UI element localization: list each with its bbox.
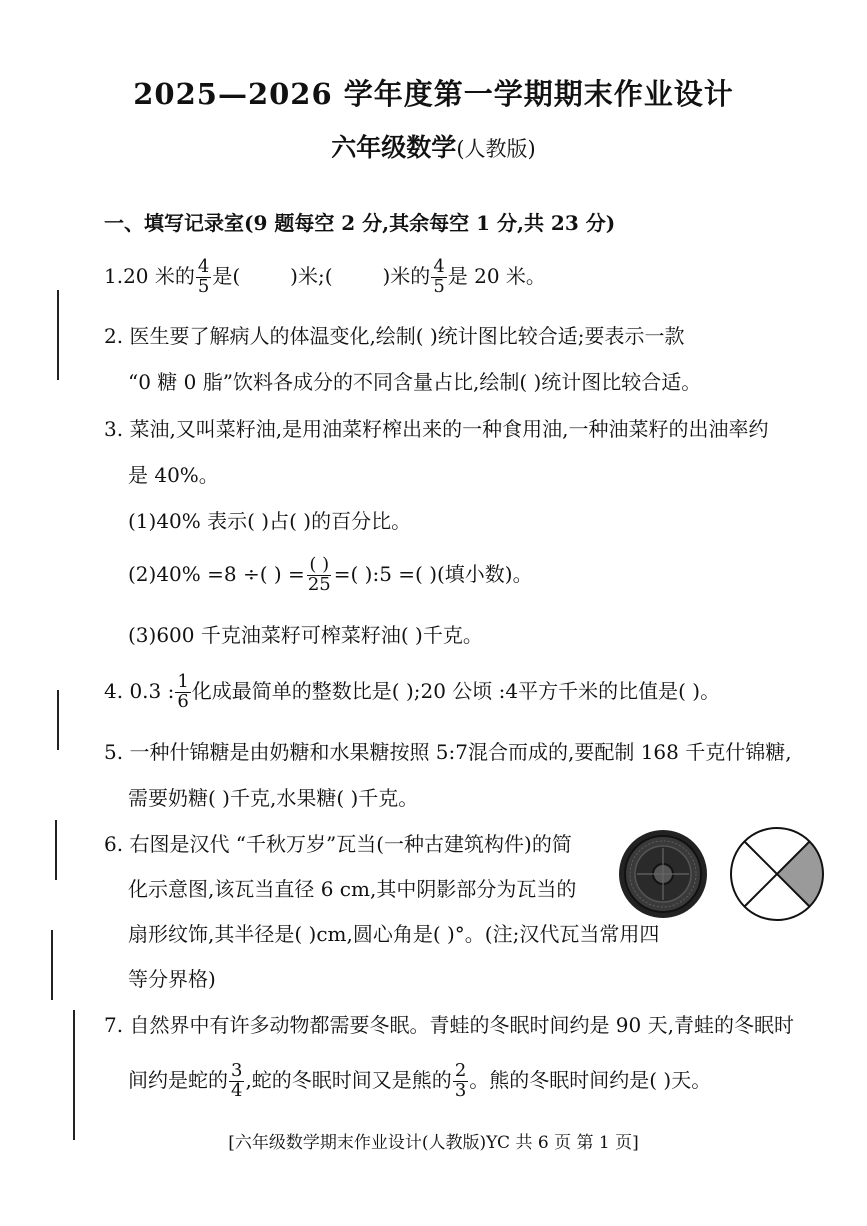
subtitle-main: 六年级数学	[331, 133, 457, 162]
question-3-sub-1: (1)40% 表示( )占( )的百分比。	[128, 509, 412, 533]
fraction: $\frac{( )}{25}$	[307, 554, 331, 595]
binding-line	[73, 1010, 75, 1140]
question-6-line-2: 化示意图,该瓦当直径 6 cm,其中阴影部分为瓦当的	[128, 877, 577, 901]
question-7-line-1: 7. 自然界中有许多动物都需要冬眠。青蛙的冬眠时间约是 90 天,青蛙的冬眠时	[104, 1013, 794, 1037]
question-5-line-2: 需要奶糖( )千克,水果糖( )千克。	[128, 786, 419, 810]
section-heading: 一、填写记录室(9 题每空 2 分,其余每空 1 分,共 23 分)	[104, 211, 616, 235]
question-3-line-1: 3. 菜油,又叫菜籽油,是用油菜籽榨出来的一种食用油,一种油菜籽的出油率约	[104, 417, 769, 441]
fraction: $\frac{2}{3}$	[454, 1060, 467, 1101]
question-6-line-3: 扇形纹饰,其半径是( )cm,圆心角是( )°。(注;汉代瓦当常用四	[128, 922, 660, 946]
subtitle-edition: (人教版)	[456, 137, 536, 161]
question-1: 1.20 米的 $\frac{4}{5}$ 是( )米;( )米的 $\frac{4}{5}$ 是 20 米。	[104, 256, 546, 297]
page-footer: [六年级数学期末作业设计(人教版)YC 共 6 页 第 1 页]	[228, 1133, 639, 1153]
roof-tile-photo	[617, 828, 709, 920]
question-6-line-4: 等分界格)	[128, 967, 216, 991]
page-title: 2025—2026 学年度第一学期期末作业设计	[133, 77, 734, 111]
question-5-line-1: 5. 一种什锦糖是由奶糖和水果糖按照 5:7混合而成的,要配制 168 千克什锦糖,	[104, 740, 792, 764]
question-2-line-2: “0 糖 0 脂”饮料各成分的不同含量占比,绘制( )统计图比较合适。	[128, 370, 702, 394]
fraction: $\frac{1}{6}$	[177, 671, 189, 712]
question-3-line-2: 是 40%。	[128, 463, 219, 487]
binding-line	[57, 290, 59, 380]
page-subtitle	[0, 128, 867, 164]
tile-schematic-diagram	[729, 826, 825, 922]
binding-line	[51, 930, 53, 1000]
binding-line	[55, 820, 57, 880]
question-3-sub-3: (3)600 千克油菜籽可榨菜籽油( )千克。	[128, 623, 483, 647]
binding-line	[57, 690, 59, 750]
question-7-line-2: 间约是蛇的 $\frac{3}{4}$ ,蛇的冬眠时间又是熊的 $\frac{2}{3}$ 。熊的冬眠时间约是( )天。	[128, 1060, 712, 1101]
fraction: $\frac{4}{5}$	[433, 256, 445, 297]
question-4: 4. 0.3 : $\frac{1}{6}$ 化成最简单的整数比是( );20 公顷 :4平方千米的比值是( )。	[104, 671, 721, 712]
question-6-line-1: 6. 右图是汉代 “千秋万岁”瓦当(一种古建筑构件)的简	[104, 832, 572, 856]
fraction: $\frac{4}{5}$	[197, 256, 210, 297]
question-2-line-1: 2. 医生要了解病人的体温变化,绘制( )统计图比较合适;要表示一款	[104, 324, 685, 348]
fraction: $\frac{3}{4}$	[231, 1060, 243, 1101]
question-3-sub-2: (2)40% =8 ÷( ) = $\frac{( )}{25}$ =( ):5 =( )(填小数)。	[128, 554, 533, 595]
